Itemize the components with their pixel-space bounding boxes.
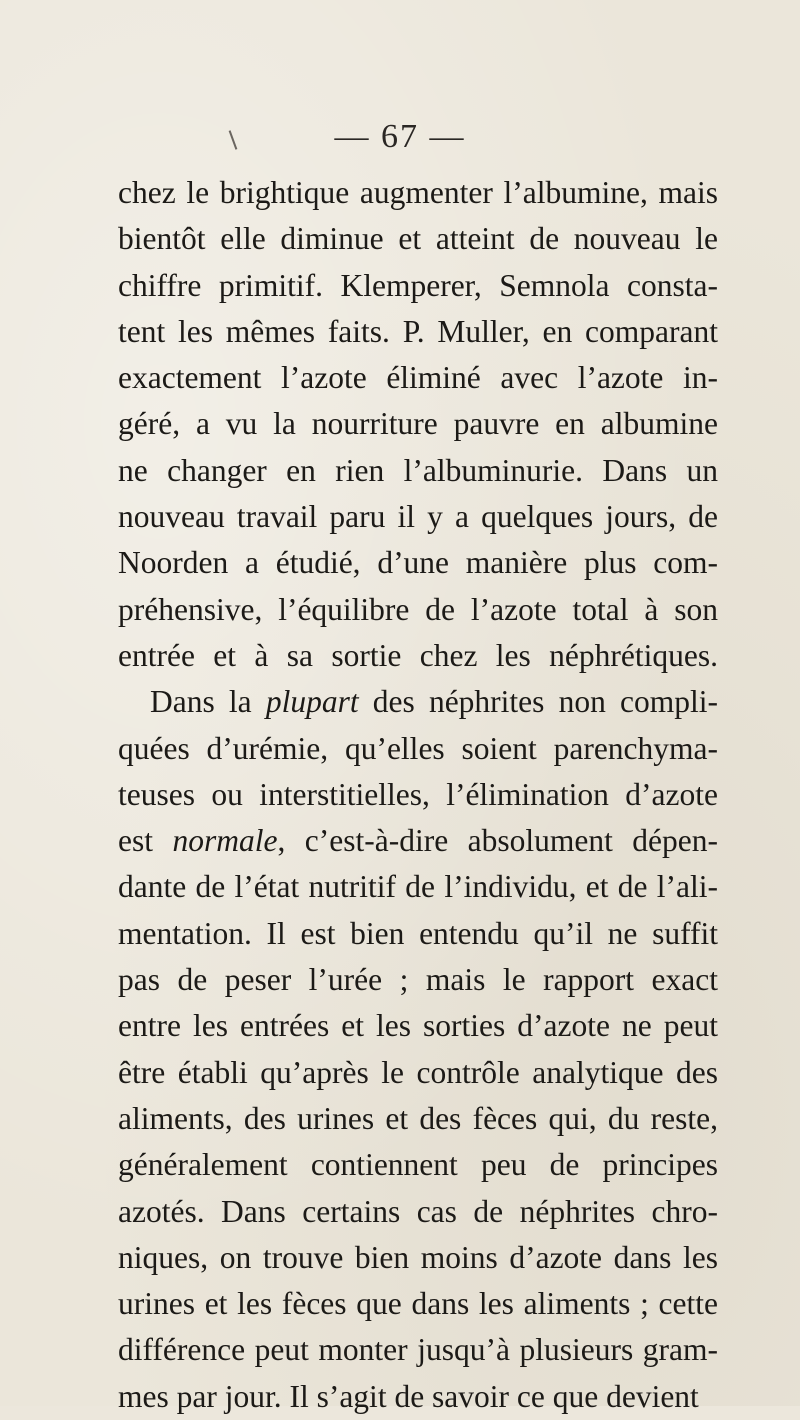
- text-line: préhensive, l’équilibre de l’azote total à son: [118, 591, 718, 627]
- emphasis-normale: normale: [172, 823, 278, 859]
- text-line: dante de l’état nutritif de l’individu, et de l’ali-: [118, 869, 718, 905]
- text-line: Noorden a étudié, d’une manière plus com-: [118, 545, 718, 581]
- text-line: pas de peser l’urée ; mais le rapport exact: [118, 962, 718, 998]
- text-line: teuses ou interstitielles, l’élimination d’azote: [118, 776, 718, 812]
- text-line: généralement contiennent peu de principes: [118, 1147, 718, 1183]
- text-line: géré, a vu la nourriture pauvre en albumine: [118, 406, 718, 442]
- text-line: différence peut monter jusqu’à plusieurs gram-: [118, 1332, 718, 1368]
- text-line: niques, on trouve bien moins d’azote dans les: [118, 1239, 718, 1275]
- text-line: bientôt elle diminue et atteint de nouveau le: [118, 221, 718, 257]
- text-line-paragraph-start: Dans la plupart des néphrites non compli-: [150, 684, 718, 720]
- body-text: [118, 170, 718, 1420]
- text-line: entrée et à sa sortie chez les néphrétiques.: [118, 637, 718, 673]
- text-line: quées d’urémie, qu’elles soient parenchyma-: [118, 730, 718, 766]
- text-line: être établi qu’après le contrôle analytique des: [118, 1054, 718, 1090]
- text-line: ne changer en rien l’albuminurie. Dans un: [118, 452, 718, 488]
- text-line: aliments, des urines et des fèces qui, du reste,: [118, 1100, 718, 1136]
- text-line: chez le brightique augmenter l’albumine, mais: [118, 175, 718, 210]
- emphasis-plupart: plupart: [265, 684, 359, 720]
- text-line: chiffre primitif. Klemperer, Semnola consta-: [118, 267, 718, 303]
- text-line: urines et les fèces que dans les aliments ; cette: [118, 1286, 718, 1322]
- text-line: tent les mêmes faits. P. Muller, en comparant: [118, 313, 718, 349]
- text-line: exactement l’azote éliminé avec l’azote in-: [118, 360, 718, 396]
- text-line: nouveau travail paru il y a quelques jours, de: [118, 499, 718, 535]
- text-line: entre les entrées et les sorties d’azote ne peut: [118, 1008, 718, 1044]
- page-number: — 67 —: [334, 118, 466, 155]
- text-line: est normale, c’est-à-dire absolument dépen-: [118, 823, 718, 859]
- text-line: azotés. Dans certains cas de néphrites chro-: [118, 1193, 718, 1229]
- text-line: mes par jour. Il s’agit de savoir ce que devient: [118, 1378, 699, 1414]
- text-line: mentation. Il est bien entendu qu’il ne suffit: [118, 915, 718, 951]
